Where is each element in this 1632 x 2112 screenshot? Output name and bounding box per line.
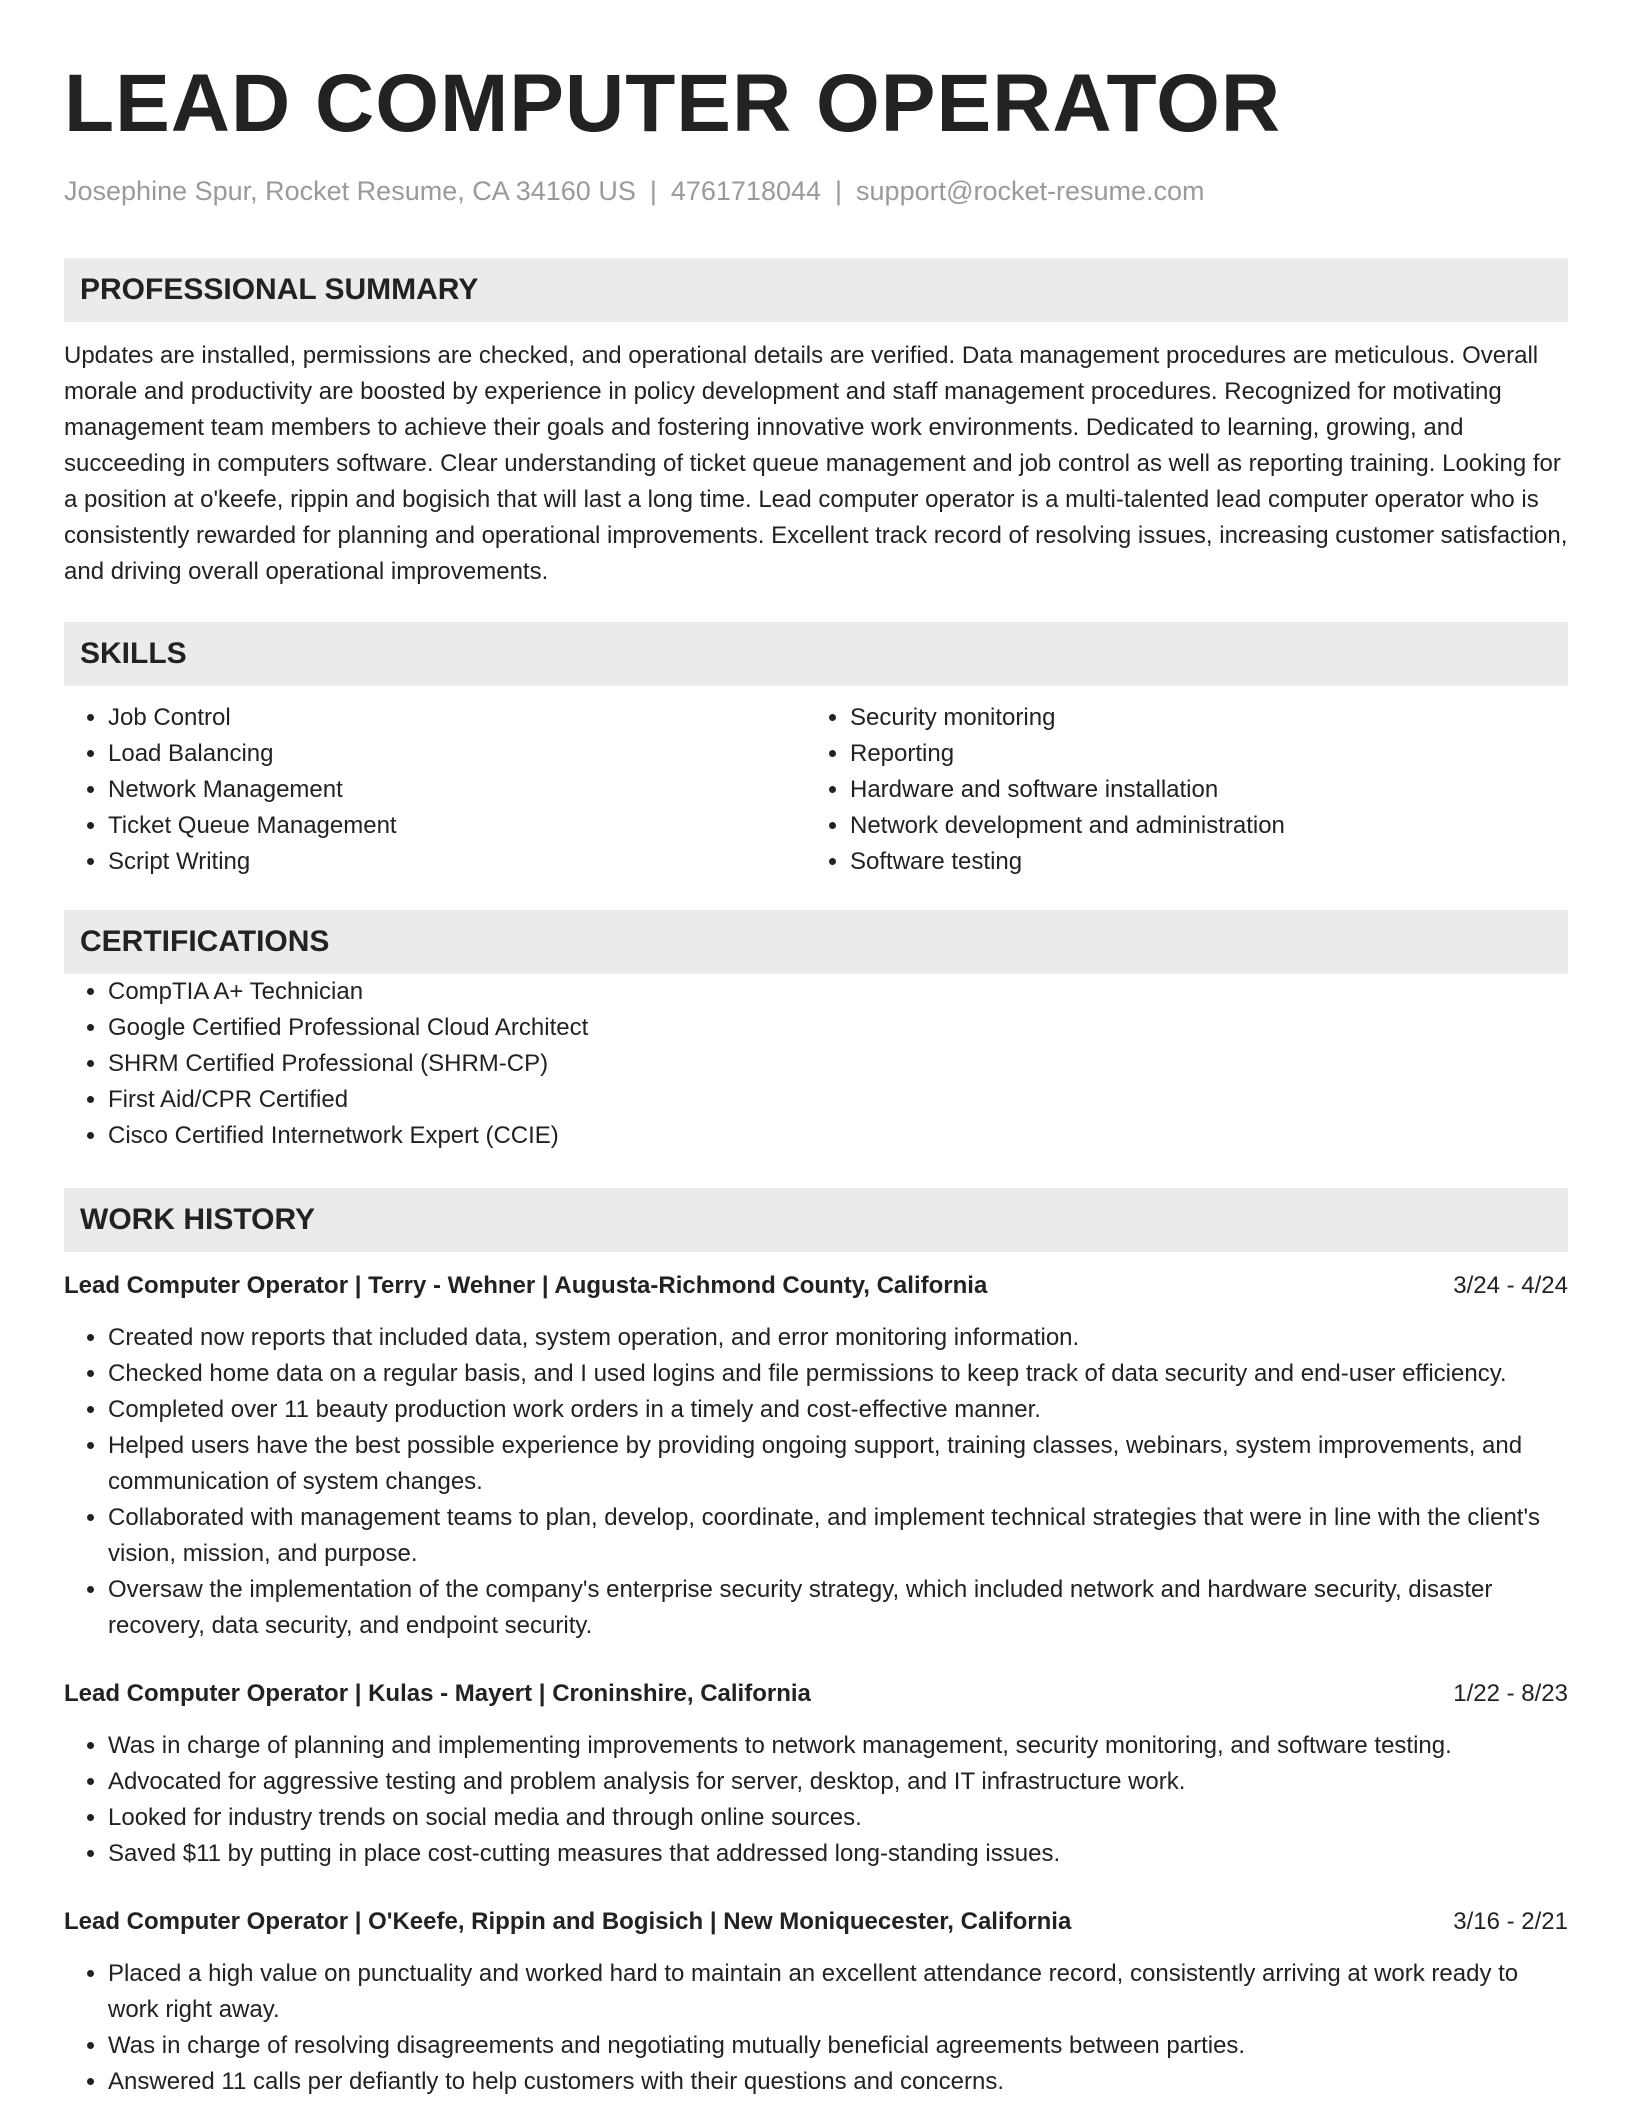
contact-separator: | — [835, 176, 843, 206]
job-bullet: • Oversaw the implementation of the company's enterprise security strategy, which included network and hardware security, disaster recovery, data security, and endpoint security. — [108, 1572, 1568, 1644]
certification-item: • Google Certified Professional Cloud Architect — [108, 1010, 1568, 1046]
summary-text: Updates are installed, permissions are checked, and operational details are verified. Data management procedures are meticulous. Overall morale and productivity are boosted by experience in policy development and staff management procedures. Recognized for motivating management team members to achieve their goals and fostering innovative work environments. Dedicated to learning, growing, and succeeding in computers software. Clear understanding of ticket queue management and job control as well as reporting training. Looking for a position at o'keefe, rippin and bogisich that will last a long time. Lead computer operator is a multi-talented lead computer operator who is consistently rewarded for planning and operational improvements. Excellent track record of resolving issues, increasing customer satisfaction, and driving overall operational improvements. — [64, 342, 1568, 585]
section-header-work-history: WORK HISTORY — [64, 1188, 1568, 1252]
job-bullet: • Collaborated with management teams to plan, develop, coordinate, and implement technical strategies that were in line with the client's vision, mission, and purpose. — [108, 1500, 1568, 1572]
job-dates: 3/24 - 4/24 — [1453, 1272, 1568, 1299]
resume-page — [64, 0, 1568, 2100]
job-bullet: • Saved $11 by putting in place cost-cutting measures that addressed long-standing issues. — [108, 1836, 1568, 1872]
job-bullets — [64, 1728, 1568, 1872]
skills-column-left — [64, 700, 806, 880]
job-header — [64, 1676, 1568, 1712]
contact-email: support@rocket-resume.com — [856, 176, 1205, 206]
job-bullet: • Looked for industry trends on social media and through online sources. — [108, 1800, 1568, 1836]
skills-columns — [64, 700, 1568, 880]
section-header-certifications: CERTIFICATIONS — [64, 910, 1568, 974]
job-entry — [64, 1676, 1568, 1872]
job-bullet: • Helped users have the best possible experience by providing ongoing support, training classes, webinars, system improvements, and communication of system changes. — [108, 1428, 1568, 1500]
skills-list-right — [806, 700, 1548, 880]
job-bullet: • Was in charge of planning and implementing improvements to network management, security monitoring, and software testing. — [108, 1728, 1568, 1764]
certification-item: • First Aid/CPR Certified — [108, 1082, 1568, 1118]
section-header-skills: SKILLS — [64, 622, 1568, 686]
job-bullets — [64, 1956, 1568, 2100]
skill-item: • Load Balancing — [108, 736, 806, 772]
skill-item: • Software testing — [850, 844, 1548, 880]
certification-item: • Cisco Certified Internetwork Expert (CCIE) — [108, 1118, 1568, 1154]
job-dates: 1/22 - 8/23 — [1453, 1680, 1568, 1707]
contact-address: Josephine Spur, Rocket Resume, CA 34160 US — [64, 176, 636, 206]
job-entry — [64, 1904, 1568, 2100]
job-dates: 3/16 - 2/21 — [1453, 1908, 1568, 1935]
skills-list-left — [64, 700, 806, 880]
job-bullet: • Completed over 11 beauty production work orders in a timely and cost-effective manner. — [108, 1392, 1568, 1428]
certification-item: • SHRM Certified Professional (SHRM-CP) — [108, 1046, 1568, 1082]
job-bullet: • Checked home data on a regular basis, and I used logins and file permissions to keep track of data security and end-user efficiency. — [108, 1356, 1568, 1392]
skill-item: • Ticket Queue Management — [108, 808, 806, 844]
skill-item: • Hardware and software installation — [850, 772, 1548, 808]
skill-item: • Security monitoring — [850, 700, 1548, 736]
contact-line — [64, 174, 1568, 208]
contact-phone: 4761718044 — [670, 176, 822, 206]
job-entry — [64, 1268, 1568, 1644]
job-bullet: • Advocated for aggressive testing and problem analysis for server, desktop, and IT infrastructure work. — [108, 1764, 1568, 1800]
job-header — [64, 1904, 1568, 1940]
skill-item: • Job Control — [108, 700, 806, 736]
skill-item: • Network development and administration — [850, 808, 1548, 844]
skill-item: • Script Writing — [108, 844, 806, 880]
job-header — [64, 1268, 1568, 1304]
skills-column-right — [806, 700, 1548, 880]
certifications-list — [64, 974, 1568, 1154]
job-bullet: • Created now reports that included data, system operation, and error monitoring information. — [108, 1320, 1568, 1356]
certification-item: • CompTIA A+ Technician — [108, 974, 1568, 1010]
skill-item: • Network Management — [108, 772, 806, 808]
resume-title: LEAD COMPUTER OPERATOR — [64, 58, 1282, 149]
job-title: Lead Computer Operator | Kulas - Mayert | Croninshire, California — [64, 1680, 811, 1707]
job-title: Lead Computer Operator | Terry - Wehner | Augusta-Richmond County, California — [64, 1272, 988, 1299]
job-bullet: • Placed a high value on punctuality and worked hard to maintain an excellent attendance record, consistently arriving at work ready to work right away. — [108, 1956, 1568, 2028]
job-bullet: • Answered 11 calls per defiantly to help customers with their questions and concerns. — [108, 2064, 1568, 2100]
job-bullet: • Was in charge of resolving disagreements and negotiating mutually beneficial agreements between parties. — [108, 2028, 1568, 2064]
skill-item: • Reporting — [850, 736, 1548, 772]
contact-separator: | — [649, 176, 657, 206]
section-header-professional-summary: PROFESSIONAL SUMMARY — [64, 258, 1568, 322]
job-bullets — [64, 1320, 1568, 1644]
job-title: Lead Computer Operator | O'Keefe, Rippin and Bogisich | New Moniquecester, California — [64, 1908, 1072, 1935]
